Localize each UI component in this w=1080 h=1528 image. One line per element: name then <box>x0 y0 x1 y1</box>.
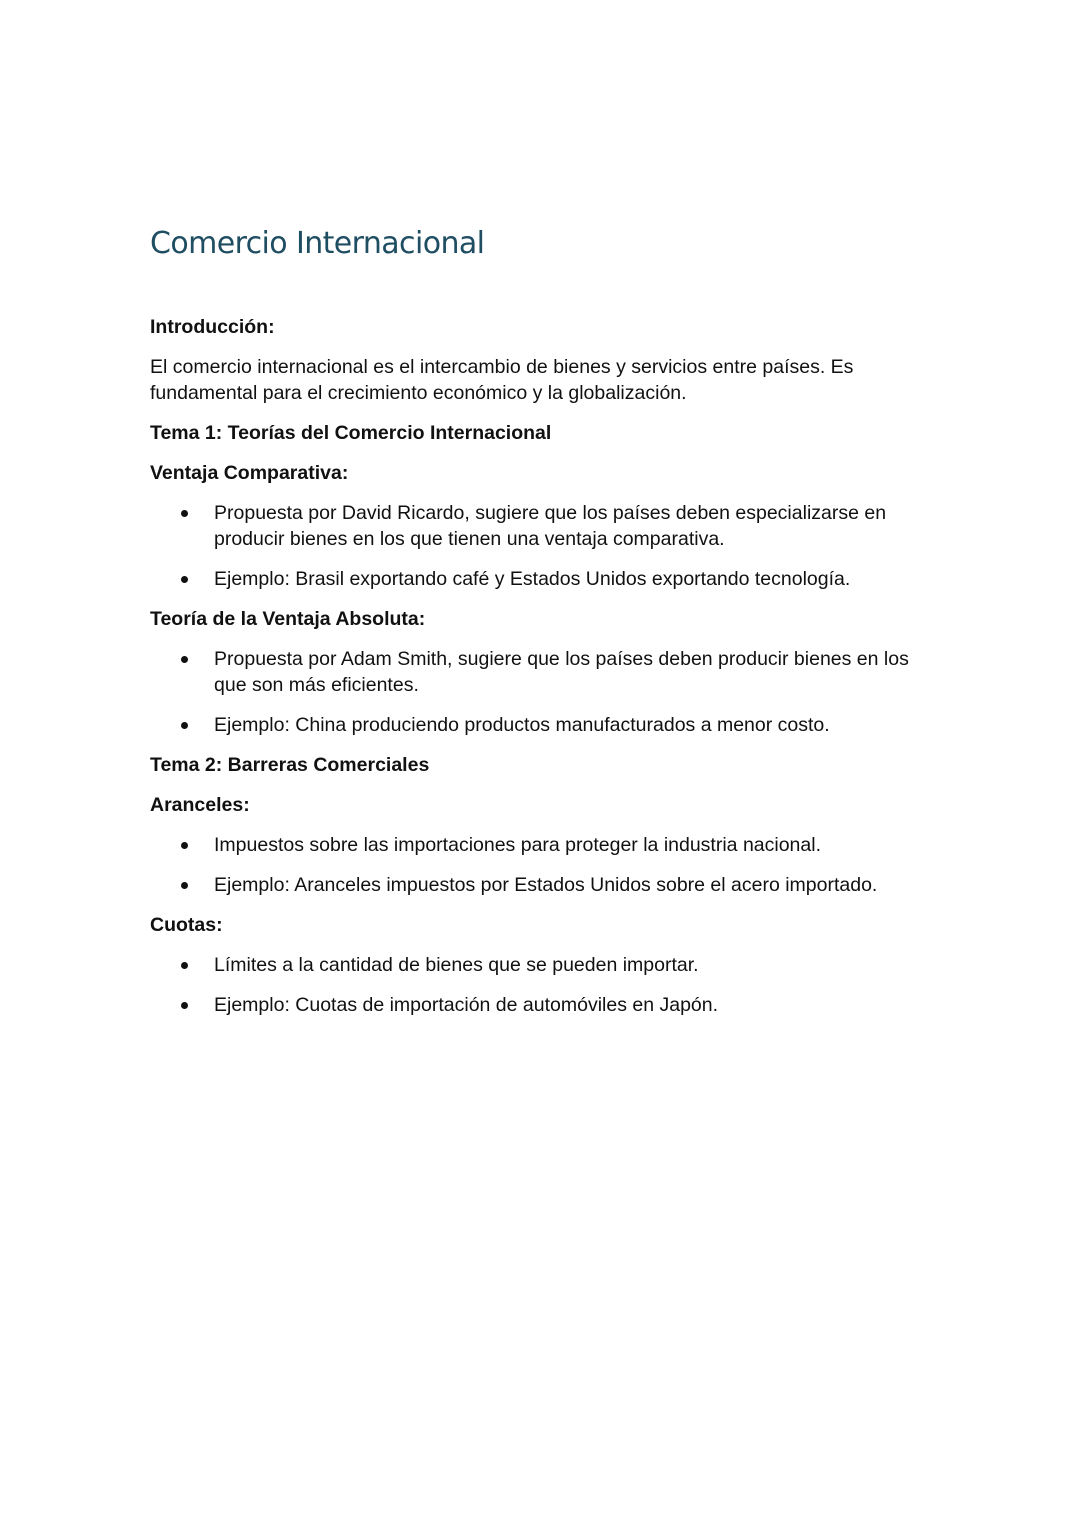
body-paragraph: El comercio internacional es el intercambio de bienes y servicios entre países. Es fundamental para el crecimiento económico y la globalización. <box>150 356 854 404</box>
list-item-text: Límites a la cantidad de bienes que se pueden importar. <box>214 954 699 976</box>
bullet-dot-icon <box>181 882 188 889</box>
section-heading: Tema 1: Teorías del Comercio Internacional <box>150 422 552 444</box>
list-item <box>150 992 930 1018</box>
list-item-text: Ejemplo: China produciendo productos manufacturados a menor costo. <box>214 714 830 736</box>
section-heading: Ventaja Comparativa: <box>150 462 349 484</box>
bullet-list <box>150 646 930 738</box>
bullet-list <box>150 952 930 1018</box>
list-item <box>150 646 930 698</box>
list-item-text: Ejemplo: Brasil exportando café y Estados Unidos exportando tecnología. <box>214 568 851 590</box>
list-item-text: Propuesta por Adam Smith, sugiere que los países deben producir bienes en los que son más eficientes. <box>214 648 909 696</box>
bullet-dot-icon <box>181 1002 188 1009</box>
bullet-list <box>150 500 930 592</box>
list-item <box>150 952 930 978</box>
list-item-text: Impuestos sobre las importaciones para proteger la industria nacional. <box>214 834 821 856</box>
bullet-dot-icon <box>181 510 188 517</box>
bullet-dot-icon <box>181 576 188 583</box>
section-heading: Tema 2: Barreras Comerciales <box>150 754 430 776</box>
bullet-dot-icon <box>181 656 188 663</box>
list-item <box>150 872 930 898</box>
list-item <box>150 832 930 858</box>
bullet-list <box>150 832 930 898</box>
list-item <box>150 500 930 552</box>
section-heading: Teoría de la Ventaja Absoluta: <box>150 608 426 630</box>
list-item <box>150 712 930 738</box>
list-item-text: Propuesta por David Ricardo, sugiere que los países deben especializarse en producir bienes en los que tienen una ventaja comparativa. <box>214 502 887 550</box>
bullet-dot-icon <box>181 962 188 969</box>
section-heading: Aranceles: <box>150 794 250 816</box>
section-heading: Introducción: <box>150 316 275 338</box>
document-title: Comercio Internacional <box>150 226 485 261</box>
document-body <box>150 314 930 1032</box>
list-item <box>150 566 930 592</box>
section-heading: Cuotas: <box>150 914 223 936</box>
list-item-text: Ejemplo: Aranceles impuestos por Estados Unidos sobre el acero importado. <box>214 874 878 896</box>
bullet-dot-icon <box>181 842 188 849</box>
list-item-text: Ejemplo: Cuotas de importación de automóviles en Japón. <box>214 994 719 1016</box>
bullet-dot-icon <box>181 722 188 729</box>
